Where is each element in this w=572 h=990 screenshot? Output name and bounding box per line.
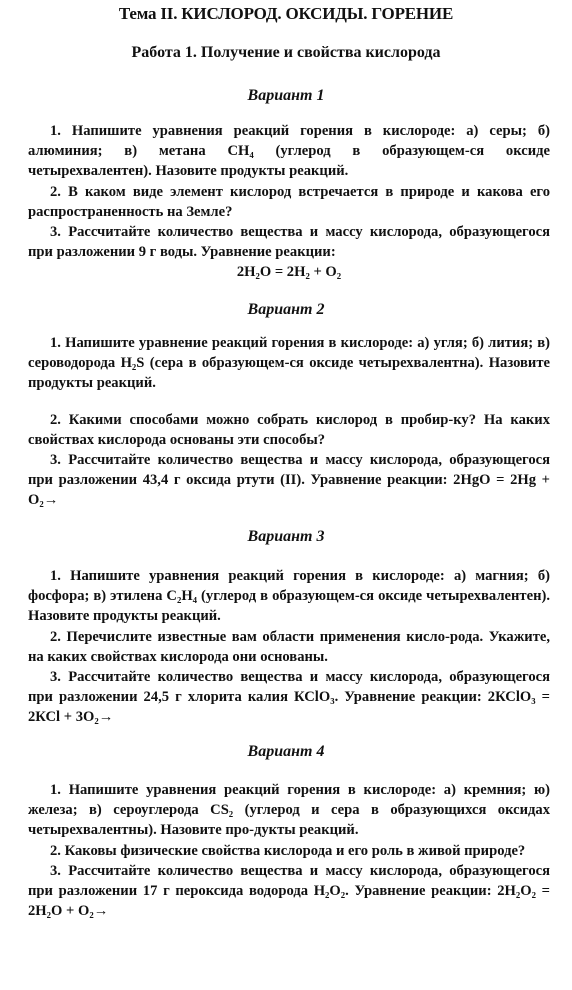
variant-4-tasks [28, 780, 550, 921]
variant-2-tasks [28, 333, 550, 511]
variant-1-question-1: 1. Напишите уравнения реакций горения в кислороде: а) серы; б) алюминия; в) метана СН₄ (углерод в образующем-ся оксиде четырехвалентен). Назовите продукты реакций. [28, 123, 550, 180]
variant-3-question-1: 1. Напишите уравнения реакций горения в кислороде: а) магния; б) фосфора; в) этилена С₂Н₄ (углерод в образующем-ся оксиде четырехвалентен). Назовите продукты реакций. [28, 568, 550, 625]
variant-2-question-3: 3. Рассчитайте количество вещества и массу кислорода, образующегося при разложении 43,4 г оксида ртути (II). Уравнение реакции: 2НgО = 2Нg + О₂→ [28, 452, 550, 509]
variant-1-equation: 2Н₂О = 2Н₂ + О₂ [236, 264, 342, 281]
variant-2-question-2: 2. Какими способами можно собрать кислород в пробир-ку? На каких свойствах кислорода основаны эти способы? [28, 411, 550, 448]
variant-1-question-2: 2. В каком виде элемент кислород встречается в природе и какова его распространенность на Земле? [28, 183, 550, 220]
variant-1-tasks [28, 121, 550, 283]
work-title: Работа 1. Получение и свойства кислорода [131, 44, 441, 61]
variant-4-question-1: 1. Напишите уравнения реакций горения в кислороде: а) кремния; ю) железа; в) сероуглерода СS₂ (углерод и сера в образующихся оксидах четырехвалентны). Назовите про-дукты реакций. [28, 782, 550, 839]
variant-1-title: Вариант 1 [247, 87, 325, 104]
variant-3-question-2: 2. Перечислите известные вам области применения кисло-рода. Укажите, на каких свойствах кислорода они основаны. [28, 628, 550, 665]
variant-3-title: Вариант 3 [247, 528, 325, 545]
variant-2-title: Вариант 2 [247, 301, 325, 318]
variant-3-tasks [28, 566, 550, 728]
variant-2-question-1: 1. Напишите уравнение реакций горения в кислороде: а) угля; б) лития; в) сероводорода Н₂S (сера в образующем-ся оксиде четырехвалентна). Назовите продукты реакций. [28, 335, 550, 392]
variant-4-question-3: 3. Рассчитайте количество вещества и массу кислорода, образующегося при разложении 17 г пероксида водорода Н₂О₂. Уравнение реакции: 2Н₂О₂ = 2Н₂О + О₂→ [28, 862, 550, 920]
variant-3-question-3: 3. Рассчитайте количество вещества и массу кислорода, образующегося при разложении 24,5 г хлорита калия КСlО₃. Уравнение реакции: 2КСlО₃ = 2КСl + 3О₂→ [28, 669, 550, 726]
variant-1-question-3: 3. Рассчитайте количество вещества и массу кислорода, образующегося при разложении 9 г воды. Уравнение реакции: [28, 224, 550, 261]
variant-4-title: Вариант 4 [247, 743, 325, 760]
topic-title: Тема II. КИСЛОРОД. ОКСИДЫ. ГОРЕНИЕ [118, 4, 454, 23]
variant-4-question-2: 2. Каковы физические свойства кислорода и его роль в живой природе? [50, 842, 526, 859]
